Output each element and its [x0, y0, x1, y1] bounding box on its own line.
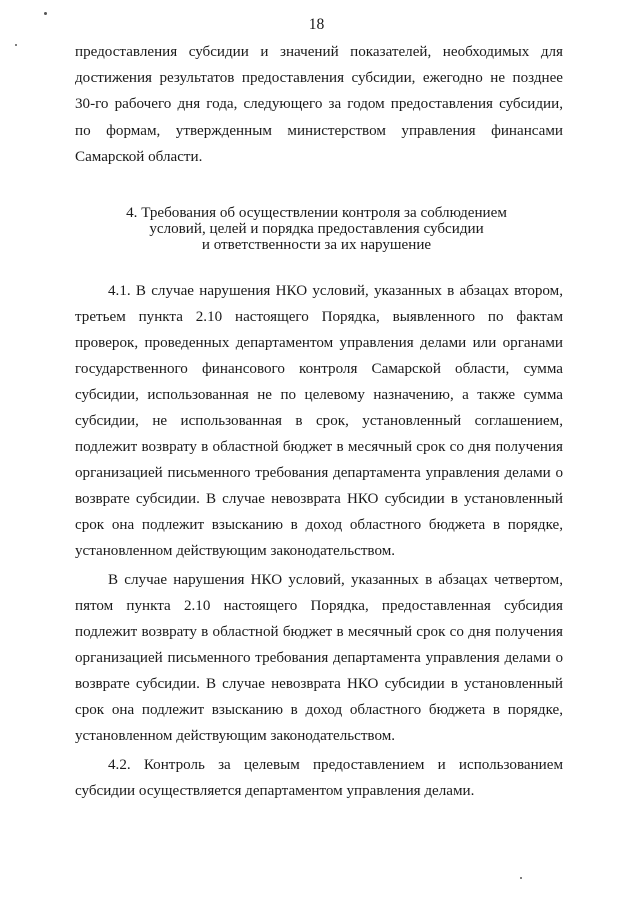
paragraph-4-1-b-line: подлежит возврату в областной бюджет в месячный срок со дня получения: [75, 624, 563, 640]
paragraph-4-1-line: возврате субсидии. В случае невозврата НКО субсидии в установленный: [75, 491, 563, 507]
paragraph-4-2-line: 4.2. Контроль за целевым предоставлением и использованием: [108, 757, 563, 773]
paragraph-4-1-line: организацией письменного требования департамента управления делами о: [75, 465, 563, 481]
page-number: 18: [308, 16, 325, 33]
paragraph-4-1-b-line: возврате субсидии. В случае невозврата НКО субсидии в установленный: [75, 676, 563, 692]
intro-line: предоставления субсидии и значений показателей, необходимых для: [75, 44, 563, 60]
paragraph-4-1-b-line: срок она подлежит взысканию в доход областного бюджета в порядке,: [75, 702, 563, 718]
intro-line: по формам, утвержденным министерством управления финансами: [75, 123, 563, 139]
paragraph-4-1-line: субсидии, использованная не по целевому назначению, а также сумма: [75, 387, 563, 403]
paragraph-4-1-b-line: пятом пункта 2.10 настоящего Порядка, предоставленная субсидия: [75, 598, 563, 614]
paragraph-4-1-line: 4.1. В случае нарушения НКО условий, указанных в абзацах втором,: [108, 283, 563, 299]
paragraph-4-1-line: субсидии, не использованная в срок, установленный соглашением,: [75, 413, 563, 429]
intro-line: 30-го рабочего дня года, следующего за годом предоставления субсидии,: [75, 96, 563, 112]
intro-line: достижения результатов предоставления субсидии, ежегодно не позднее: [75, 70, 563, 86]
intro-line: Самарской области.: [75, 149, 203, 165]
section-heading-line: 4. Требования об осуществлении контроля за соблюдением: [126, 205, 507, 221]
paragraph-4-1-line: подлежит возврату в областной бюджет в месячный срок со дня получения: [75, 439, 563, 455]
section-heading-line: и ответственности за их нарушение: [201, 237, 432, 253]
section-heading-line: условий, целей и порядка предоставления субсидии: [149, 221, 484, 237]
paragraph-4-1-line: третьем пункта 2.10 настоящего Порядка, выявленного по фактам: [75, 309, 563, 325]
paragraph-4-1-line: государственного финансового контроля Самарской области, сумма: [75, 361, 563, 377]
paragraph-4-1-b-line: организацией письменного требования департамента управления делами о: [75, 650, 563, 666]
paragraph-4-1-b-line: В случае нарушения НКО условий, указанных в абзацах четвертом,: [108, 572, 563, 588]
paragraph-4-1-line: срок она подлежит взысканию в доход областного бюджета в порядке,: [75, 517, 563, 533]
paragraph-4-1-line: проверок, проведенных департаментом управления делами или органами: [75, 335, 563, 351]
scan-speck: [520, 877, 522, 879]
paragraph-4-2-line: субсидии осуществляется департаментом управления делами.: [75, 783, 475, 799]
paragraph-4-1-b-line: установленном действующим законодательством.: [75, 728, 396, 744]
scan-speck: [15, 44, 17, 46]
paragraph-4-1-line: установленном действующим законодательством.: [75, 543, 396, 559]
